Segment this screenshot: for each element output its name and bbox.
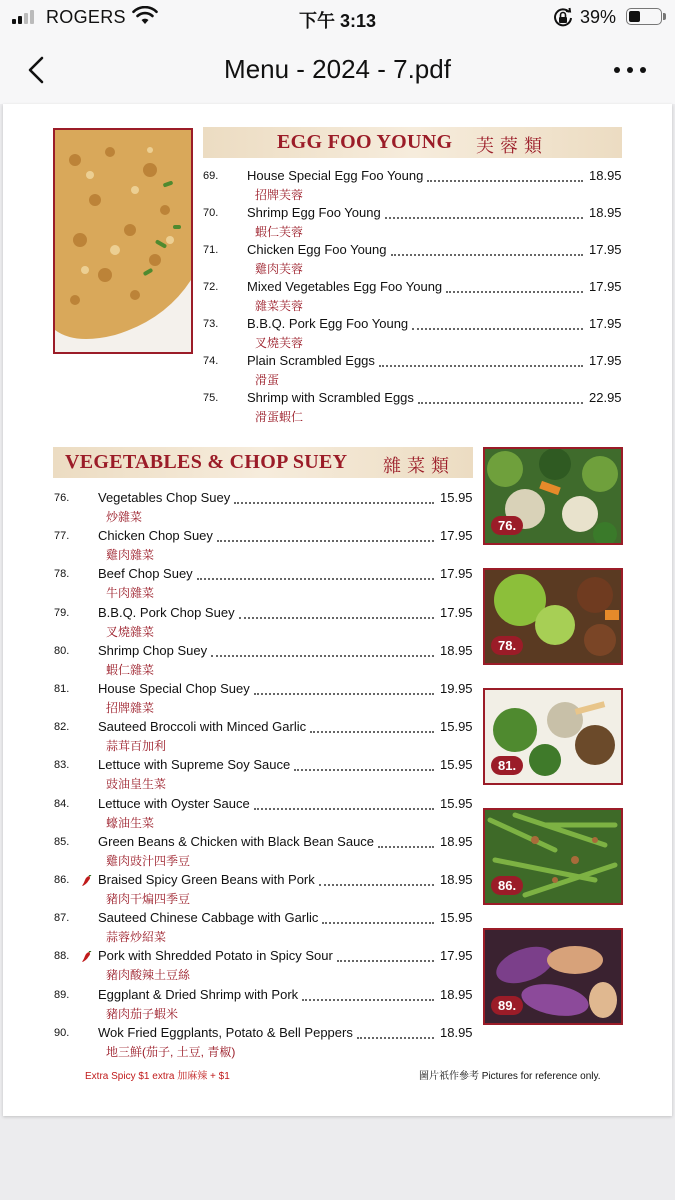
- item-number: 82.: [54, 721, 70, 734]
- item-number: 74.: [203, 355, 219, 367]
- item-name-chinese: 地三鮮(茄子, 土豆, 青椒): [106, 1044, 236, 1059]
- item-name: Chicken Egg Foo Young: [247, 242, 387, 257]
- item-name: Beef Chop Suey: [98, 566, 193, 582]
- item-price: 17.95: [440, 948, 473, 964]
- dish-photo-89: [483, 928, 623, 1025]
- orientation-lock-icon: [552, 7, 574, 29]
- item-name: Lettuce with Supreme Soy Sauce: [98, 757, 291, 773]
- item-name: Chicken Chop Suey: [98, 528, 213, 544]
- section-title: VEGETABLES & CHOP SUEY: [65, 451, 348, 473]
- item-name-chinese: 蒜蓉炒紹菜: [106, 930, 167, 945]
- menu-item: [203, 279, 623, 317]
- extra-spicy-note: Extra Spicy $1 extra 加麻辣 + $1: [85, 1071, 230, 1082]
- item-price: 15.95: [440, 795, 473, 811]
- item-name: Vegetables Chop Suey: [98, 490, 231, 505]
- item-price: 18.95: [440, 872, 473, 887]
- item-number: 78.: [54, 568, 70, 581]
- item-price: 15.95: [440, 719, 473, 735]
- leader-dots: [385, 207, 583, 219]
- item-name-chinese: 雞肉芙蓉: [255, 262, 304, 276]
- dish-photo-76: [483, 447, 623, 545]
- leader-dots: [418, 392, 583, 404]
- menu-item: [54, 987, 474, 1025]
- item-number: 79.: [54, 606, 70, 619]
- menu-item: [203, 353, 623, 391]
- item-name: House Special Egg Foo Young: [247, 168, 424, 183]
- item-name: Shrimp Chop Suey: [98, 642, 208, 658]
- pdf-page[interactable]: [3, 104, 672, 1116]
- leader-dots: [302, 989, 434, 1001]
- item-number: 73.: [203, 318, 219, 330]
- item-name-chinese: 蠔油生菜: [106, 815, 155, 830]
- item-price: 17.95: [589, 353, 622, 368]
- item-number: 69.: [203, 170, 219, 182]
- item-price: 15.95: [440, 757, 473, 773]
- item-price: 18.95: [589, 168, 622, 183]
- menu-item: [54, 757, 474, 795]
- item-name: Sauteed Broccoli with Minced Garlic: [98, 719, 307, 735]
- item-price: 17.95: [440, 566, 473, 582]
- menu-item: [203, 242, 623, 280]
- menu-item: [54, 910, 474, 948]
- menu-item: [54, 490, 474, 528]
- status-bar: [0, 0, 675, 36]
- ellipsis-icon[interactable]: [608, 58, 652, 82]
- item-price: 18.95: [440, 986, 473, 1002]
- dish-photo-81: [483, 688, 623, 785]
- leader-dots: [391, 244, 583, 256]
- leader-dots: [319, 874, 434, 886]
- menu-item: [54, 834, 474, 872]
- item-name-chinese: 蝦仁雜菜: [106, 662, 155, 677]
- dish-photo-86: [483, 808, 623, 905]
- item-name: B.B.Q. Pork Chop Suey: [98, 604, 235, 620]
- item-price: 19.95: [440, 681, 473, 696]
- menu-item: [54, 872, 474, 910]
- battery-level: [629, 11, 640, 22]
- item-number: 87.: [54, 912, 70, 925]
- leader-dots: [379, 355, 583, 367]
- document-title: Menu - 2024 - 7.pdf: [224, 54, 451, 84]
- leader-dots: [234, 492, 434, 504]
- menu-item: [54, 796, 474, 834]
- leader-dots: [310, 721, 434, 733]
- section-banner-vegetables: [53, 447, 473, 478]
- menu-item: [203, 168, 623, 206]
- item-name: Pork with Shredded Potato in Spicy Sour: [98, 948, 333, 964]
- item-number: 70.: [203, 207, 219, 219]
- item-number: 90.: [54, 1026, 70, 1039]
- leader-dots: [294, 759, 434, 771]
- item-name-chinese: 牛肉雜菜: [106, 586, 155, 601]
- egg-foo-young-photo: [53, 128, 193, 354]
- item-number: 89.: [54, 988, 70, 1001]
- section-title-chinese: 芙蓉類: [476, 136, 548, 156]
- item-name-chinese: 豉油皇生菜: [106, 777, 167, 792]
- item-name: Green Beans & Chicken with Black Bean Sauce: [98, 833, 375, 849]
- photo-label: 78.: [491, 636, 523, 655]
- leader-dots: [254, 683, 434, 695]
- reference-note: 圖片祇作參考 Pictures for reference only.: [419, 1071, 601, 1082]
- leader-dots: [378, 836, 434, 848]
- photo-label: 86.: [491, 876, 523, 895]
- item-name-chinese: 雜菜芙蓉: [255, 299, 304, 313]
- menu-item: [54, 566, 474, 604]
- item-price: 18.95: [440, 1024, 473, 1040]
- leader-dots: [446, 281, 583, 293]
- item-name-chinese: 滑蛋: [255, 373, 280, 387]
- menu-item: [203, 390, 623, 428]
- leader-dots: [337, 950, 434, 962]
- item-name-chinese: 叉燒雜菜: [106, 624, 155, 639]
- item-name-chinese: 招牌芙蓉: [255, 188, 304, 202]
- leader-dots: [412, 318, 583, 330]
- leader-dots: [239, 607, 434, 619]
- photo-label: 81.: [491, 756, 523, 775]
- nav-bar: [0, 36, 675, 104]
- item-name: Shrimp Egg Foo Young: [247, 205, 381, 220]
- item-number: 83.: [54, 759, 70, 772]
- leader-dots: [357, 1027, 434, 1039]
- item-number: 76.: [54, 492, 70, 504]
- item-number: 84.: [54, 797, 70, 810]
- item-price: 17.95: [589, 279, 622, 294]
- item-name-chinese: 蒜茸百加利: [106, 739, 167, 754]
- battery-percent: 39%: [580, 7, 617, 27]
- item-price: 17.95: [440, 528, 473, 544]
- item-number: 88.: [54, 950, 70, 963]
- item-name: Eggplant & Dried Shrimp with Pork: [98, 986, 299, 1002]
- menu-item: [54, 681, 474, 719]
- item-name: Lettuce with Oyster Sauce: [98, 795, 250, 811]
- menu-item: [54, 643, 474, 681]
- item-name-chinese: 豬肉干煸四季豆: [106, 892, 191, 906]
- leader-dots: [427, 170, 583, 182]
- menu-item: [54, 528, 474, 566]
- dish-photo-78: [483, 568, 623, 665]
- item-number: 85.: [54, 835, 70, 848]
- item-name-chinese: 豬肉茄子蝦米: [106, 1006, 179, 1021]
- item-name-chinese: 豬肉酸辣土豆絲: [106, 968, 191, 983]
- carrier-name: ROGERS: [46, 7, 126, 27]
- battery-tip: [663, 13, 666, 20]
- item-name-chinese: 招牌雜菜: [106, 701, 155, 715]
- item-price: 15.95: [440, 910, 473, 926]
- item-price: 18.95: [589, 205, 622, 220]
- item-name-chinese: 雞肉豉汁四季豆: [106, 853, 191, 868]
- leader-dots: [322, 912, 434, 924]
- item-name: Mixed Vegetables Egg Foo Young: [247, 279, 443, 294]
- photo-label: 76.: [491, 516, 523, 535]
- item-price: 17.95: [589, 242, 622, 257]
- item-name-chinese: 蝦仁芙蓉: [255, 225, 304, 239]
- section-title-chinese: 雜菜類: [383, 456, 455, 476]
- item-number: 80.: [54, 644, 70, 657]
- chili-pepper-icon: [80, 875, 92, 887]
- leader-dots: [211, 645, 434, 657]
- menu-item: [54, 1025, 474, 1063]
- item-number: 75.: [203, 392, 219, 404]
- item-number: 71.: [203, 244, 219, 256]
- item-price: 18.95: [440, 833, 473, 849]
- item-name-chinese: 炒雜菜: [106, 510, 143, 524]
- photo-label: 89.: [491, 996, 523, 1015]
- leader-dots: [197, 568, 434, 580]
- item-price: 17.95: [440, 604, 473, 620]
- menu-item: [54, 605, 474, 643]
- item-name: House Special Chop Suey: [98, 681, 250, 696]
- item-price: 22.95: [589, 390, 622, 405]
- item-number: 77.: [54, 530, 70, 543]
- leader-dots: [217, 530, 434, 542]
- menu-item: [54, 719, 474, 757]
- item-name-chinese: 叉燒芙蓉: [255, 336, 304, 350]
- item-name: B.B.Q. Pork Egg Foo Young: [247, 316, 409, 331]
- menu-item: [203, 316, 623, 354]
- chili-pepper-icon: [80, 951, 92, 963]
- menu-item: [54, 948, 474, 986]
- item-price: 15.95: [440, 490, 473, 505]
- battery-icon: [626, 8, 662, 25]
- item-name: Plain Scrambled Eggs: [247, 353, 375, 368]
- item-name: Shrimp with Scrambled Eggs: [247, 390, 414, 405]
- menu-item: [203, 205, 623, 243]
- item-name-chinese: 滑蛋蝦仁: [255, 410, 304, 424]
- item-name: Sauteed Chinese Cabbage with Garlic: [98, 910, 319, 926]
- section-banner-egg-foo-young: [203, 127, 622, 158]
- leader-dots: [254, 798, 434, 810]
- item-name: Braised Spicy Green Beans with Pork: [98, 872, 315, 887]
- status-time: 下午 3:13: [298, 11, 377, 31]
- item-number: 86.: [54, 874, 70, 886]
- section-title: EGG FOO YOUNG: [277, 131, 453, 153]
- item-price: 18.95: [440, 642, 473, 658]
- item-name: Wok Fried Eggplants, Potato & Bell Peppers: [98, 1024, 353, 1040]
- item-price: 17.95: [589, 316, 622, 331]
- item-number: 81.: [54, 683, 70, 695]
- item-number: 72.: [203, 281, 219, 293]
- item-name-chinese: 雞肉雜菜: [106, 548, 155, 563]
